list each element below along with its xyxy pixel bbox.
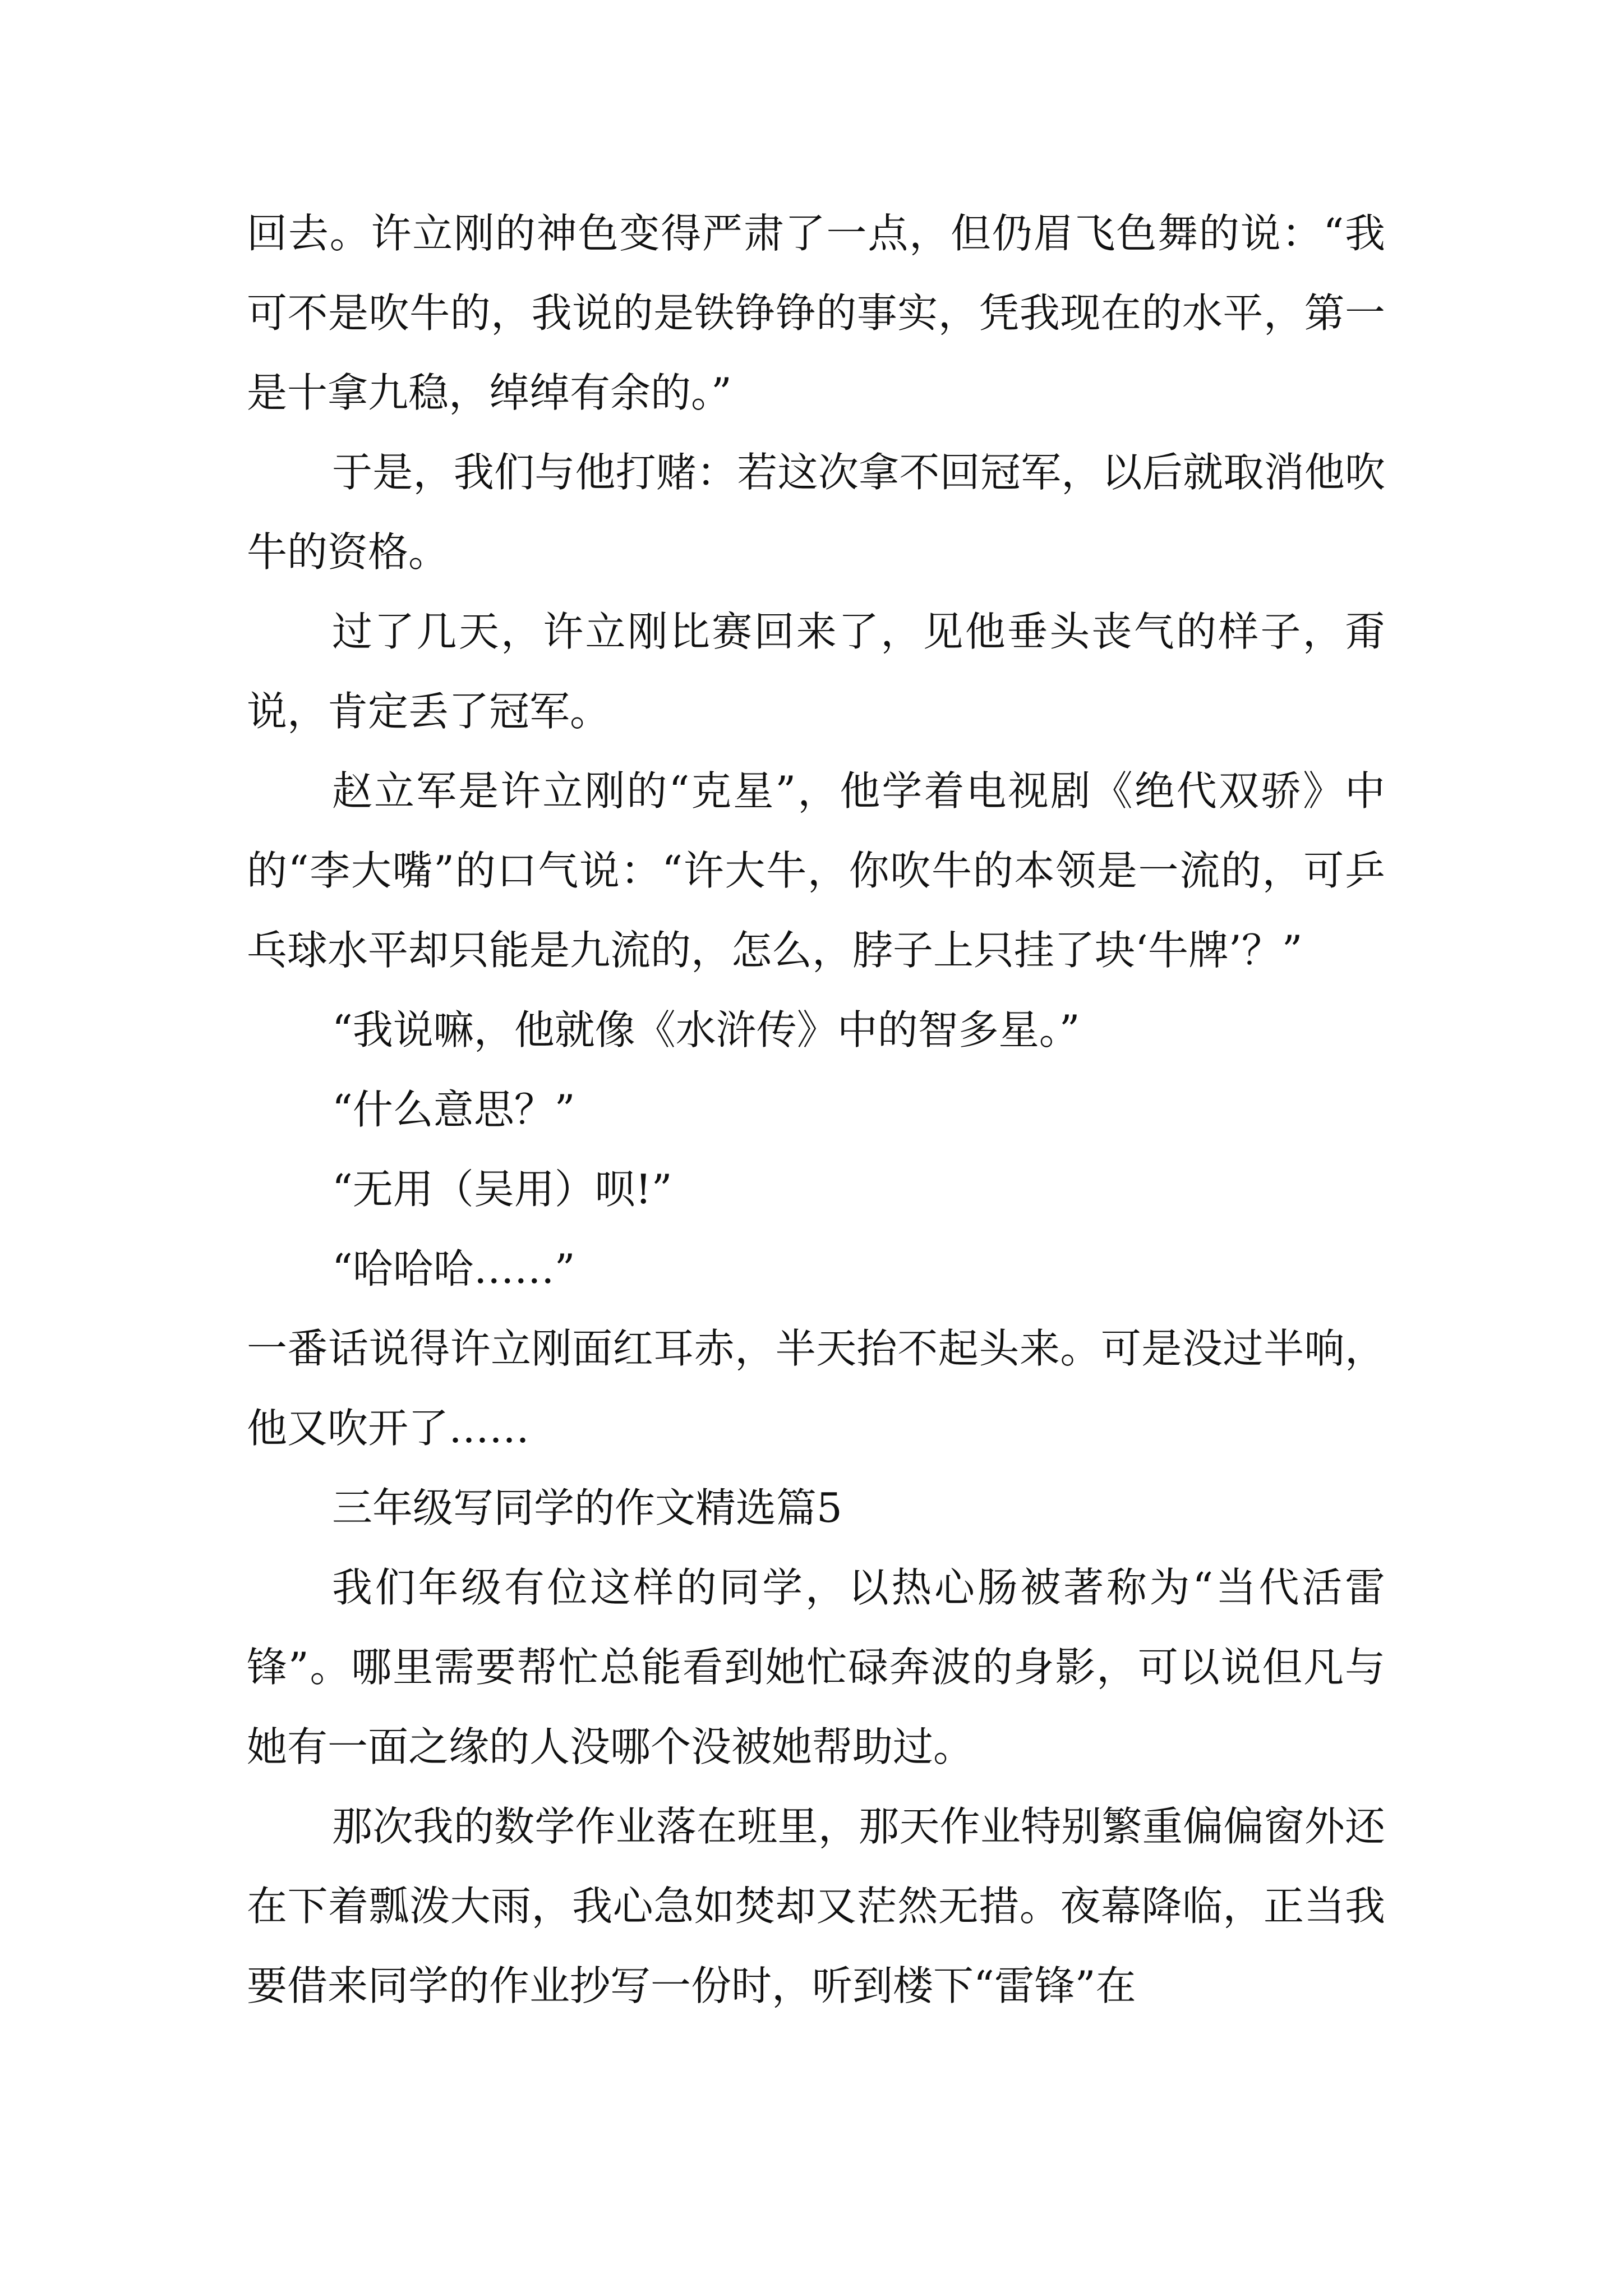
paragraph-1: 回去。许立刚的神色变得严肃了一点，但仍眉飞色舞的说：“我可不是吹牛的，我说的是铁铮铮的事实，凭我现在的水平，第一是十拿九稳，绰绰有余的。” bbox=[247, 210, 1385, 416]
paragraph-3: 过了几天，许立刚比赛回来了，见他垂头丧气的样子，甭说，肯定丢了冠军。 bbox=[247, 608, 1385, 735]
paragraph-9: 一番话说得许立刚面红耳赤，半天抬不起头来。可是没过半响，他又吹开了…… bbox=[247, 1325, 1385, 1452]
paragraph-5: “我说嘛，他就像《水浒传》中的智多星。” bbox=[332, 1006, 1080, 1053]
paragraph-7: “无用（吴用）呗!” bbox=[332, 1166, 672, 1213]
paragraph-2: 于是，我们与他打赌：若这次拿不回冠军，以后就取消他吹牛的资格。 bbox=[247, 449, 1385, 576]
paragraph-11: 我们年级有位这样的同学，以热心肠被著称为“当代活雷锋”。哪里需要帮忙总能看到她忙碌奔波的身影，可以说但凡与她有一面之缘的人没哪个没被她帮助过。 bbox=[247, 1564, 1385, 1770]
section-heading: 三年级写同学的作文精选篇5 bbox=[332, 1484, 842, 1531]
paragraph-4: 赵立军是许立刚的“克星”，他学着电视剧《绝代双骄》中的“李大嘴”的口气说：“许大牛，你吹牛的本领是一流的，可乒乓球水平却只能是九流的，怎么，脖子上只挂了块‘牛牌’？” bbox=[247, 767, 1385, 974]
paragraph-6: “什么意思？” bbox=[332, 1086, 575, 1133]
paragraph-8: “哈哈哈……” bbox=[332, 1245, 575, 1292]
document-body bbox=[247, 194, 1385, 2026]
paragraph-12: 那次我的数学作业落在班里，那天作业特别繁重偏偏窗外还在下着瓢泼大雨，我心急如焚却又茫然无措。夜幕降临，正当我要借来同学的作业抄写一份时，听到楼下“雷锋”在 bbox=[247, 1803, 1385, 2009]
